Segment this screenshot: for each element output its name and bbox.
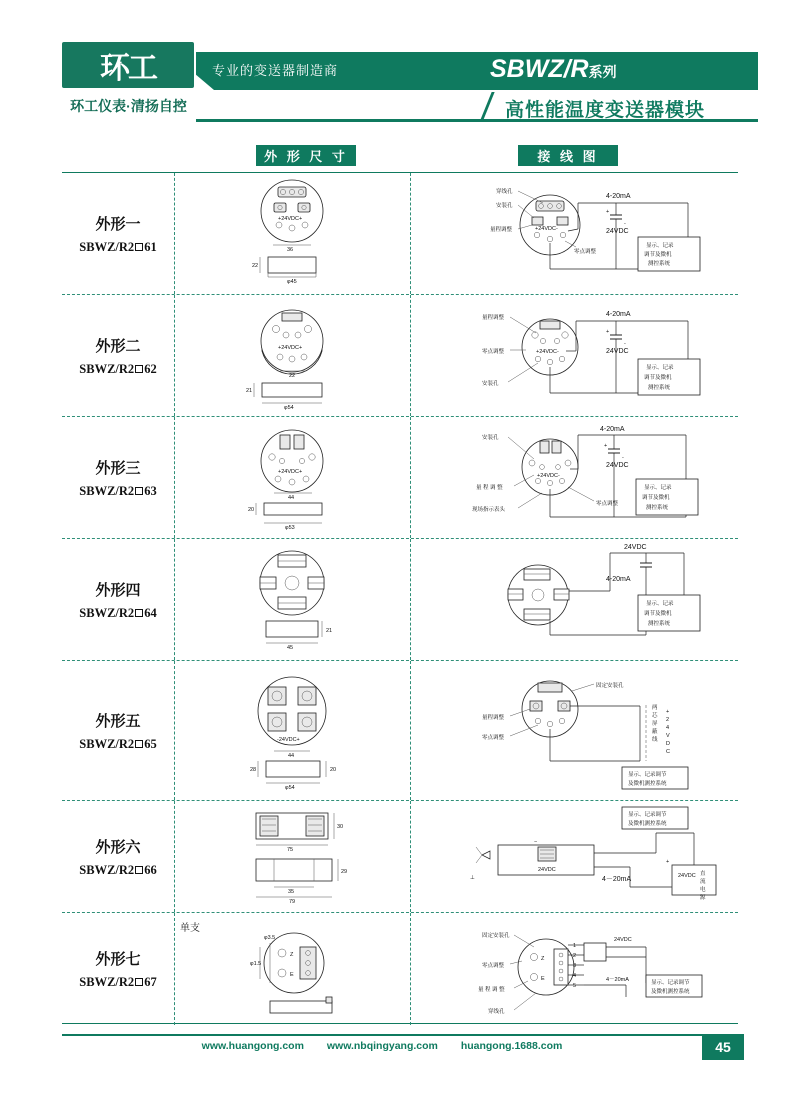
svg-text:量程调整: 量程调整 xyxy=(482,715,505,721)
svg-text:+: + xyxy=(606,329,610,335)
svg-text:线: 线 xyxy=(652,737,658,743)
svg-text:Z: Z xyxy=(541,956,545,962)
svg-text:79: 79 xyxy=(289,899,296,905)
dimension-drawing xyxy=(174,539,410,660)
svg-text:E: E xyxy=(541,976,545,982)
svg-text:显示、记录调节: 显示、记录调节 xyxy=(651,980,690,986)
svg-text:测控系统: 测控系统 xyxy=(648,261,671,267)
svg-text:20: 20 xyxy=(330,767,337,773)
svg-text:零点调整: 零点调整 xyxy=(596,501,619,507)
svg-text:电: 电 xyxy=(700,887,706,893)
svg-text:固定安装孔: 固定安装孔 xyxy=(596,683,624,689)
svg-text:φ54: φ54 xyxy=(285,785,295,791)
svg-text:24VDC: 24VDC xyxy=(606,462,629,469)
wiring-diagram xyxy=(410,661,738,800)
table-row xyxy=(62,295,738,417)
svg-text:显示、记录调节: 显示、记录调节 xyxy=(628,812,667,818)
svg-text:4: 4 xyxy=(666,725,670,731)
page-header xyxy=(0,0,800,128)
svg-text:现场指示表头: 现场指示表头 xyxy=(472,507,506,513)
svg-text:24VDC: 24VDC xyxy=(606,228,629,235)
svg-text:调节及微机: 调节及微机 xyxy=(644,611,672,617)
svg-text:调节及微机: 调节及微机 xyxy=(644,252,672,258)
svg-text:穿线孔: 穿线孔 xyxy=(496,189,513,195)
column-title-dimensions: 外 形 尺 寸 xyxy=(256,145,356,166)
svg-text:21: 21 xyxy=(246,388,253,394)
svg-text:+24VDC-: +24VDC- xyxy=(536,349,559,355)
svg-text:量程调整: 量程调整 xyxy=(490,227,513,233)
svg-text:穿线孔: 穿线孔 xyxy=(488,1009,505,1015)
svg-text:及微机测控系统: 及微机测控系统 xyxy=(628,781,667,787)
svg-text:源: 源 xyxy=(700,895,706,901)
svg-text:零点调整: 零点调整 xyxy=(482,963,505,969)
page-title: 高性能温度变送器模块 xyxy=(505,100,706,121)
svg-text:零点调整: 零点调整 xyxy=(482,349,505,355)
dimension-drawing xyxy=(174,173,410,294)
svg-text:24VDC: 24VDC xyxy=(624,544,647,551)
row-label-cn: 外形五 xyxy=(95,712,141,730)
svg-text:φ1.5: φ1.5 xyxy=(250,961,262,967)
row-label-model: SBWZ/R2 65 xyxy=(79,736,157,751)
svg-text:蔽: 蔽 xyxy=(652,729,658,735)
svg-text:29: 29 xyxy=(341,869,348,875)
row-label xyxy=(62,417,174,538)
svg-text:−: − xyxy=(534,839,538,845)
svg-text:+: + xyxy=(604,443,608,449)
table-row xyxy=(62,539,738,661)
svg-text:及微机测控系统: 及微机测控系统 xyxy=(628,821,667,827)
table-row xyxy=(62,801,738,913)
dimension-drawing xyxy=(174,295,410,416)
svg-text:两: 两 xyxy=(652,705,658,711)
svg-text:调节及微机: 调节及微机 xyxy=(644,375,672,381)
svg-text:V: V xyxy=(666,733,670,739)
page-number: 45 xyxy=(702,1034,744,1060)
svg-text:安装孔: 安装孔 xyxy=(496,203,513,209)
svg-text:φ54: φ54 xyxy=(284,405,294,411)
svg-text:4-20mA: 4-20mA xyxy=(606,193,631,200)
row-label-model: SBWZ/R2 67 xyxy=(79,975,157,989)
svg-text:28: 28 xyxy=(250,767,257,773)
wiring-diagram xyxy=(410,417,738,538)
footer-link-1[interactable]: www.huangong.com xyxy=(201,1040,304,1052)
svg-text:显示、记录: 显示、记录 xyxy=(644,485,672,491)
svg-text:Z: Z xyxy=(290,952,294,958)
row-label-cn: 外形六 xyxy=(95,838,141,856)
row-label-cn: 外形三 xyxy=(95,459,141,477)
svg-text:量程调整: 量程调整 xyxy=(482,315,505,321)
svg-text:量 程 调 整: 量 程 调 整 xyxy=(478,987,505,993)
dimension-drawing xyxy=(174,801,410,912)
table-row xyxy=(62,661,738,801)
row-label-model: SBWZ/R2 63 xyxy=(79,483,157,498)
svg-text:36: 36 xyxy=(287,247,294,253)
row-label xyxy=(62,539,174,660)
svg-text:30: 30 xyxy=(337,824,344,830)
row-label xyxy=(62,295,174,416)
svg-text:24VDC: 24VDC xyxy=(614,937,632,943)
svg-text:24VDC: 24VDC xyxy=(678,873,696,879)
footer-divider xyxy=(62,1034,738,1036)
row-label-cn: 外形二 xyxy=(95,337,141,355)
footer-link-3[interactable]: huangong.1688.com xyxy=(460,1040,563,1052)
svg-text:+24VDC-: +24VDC- xyxy=(537,473,560,479)
svg-text:45: 45 xyxy=(287,645,294,651)
row-label-model: SBWZ/R2 64 xyxy=(79,605,157,620)
wiring-diagram xyxy=(410,539,738,660)
footer-links xyxy=(62,1040,702,1052)
svg-text:+24VDC+: +24VDC+ xyxy=(278,216,303,222)
svg-text:D: D xyxy=(666,741,670,747)
company-logo xyxy=(62,42,194,88)
svg-text:2: 2 xyxy=(573,953,577,959)
table-row xyxy=(62,913,738,1025)
wiring-diagram xyxy=(410,295,738,416)
svg-text:E: E xyxy=(290,972,294,978)
svg-text:显示、记录: 显示、记录 xyxy=(646,365,674,371)
svg-text:固定安装孔: 固定安装孔 xyxy=(482,933,510,939)
svg-text:C: C xyxy=(666,749,670,755)
series-code: SBWZ/R xyxy=(490,55,589,83)
wiring-diagram xyxy=(410,801,738,912)
svg-text:φ53: φ53 xyxy=(285,525,295,531)
logo-text: 环工 xyxy=(100,51,156,86)
svg-text:测控系统: 测控系统 xyxy=(648,621,671,627)
company-name: 环工仪表·清扬自控 xyxy=(70,98,187,114)
svg-text:44: 44 xyxy=(288,753,295,759)
svg-text:22: 22 xyxy=(289,373,296,379)
svg-text:20: 20 xyxy=(248,507,255,513)
footer-link-2[interactable]: www.nbqingyang.com xyxy=(326,1040,438,1052)
svg-text:测控系统: 测控系统 xyxy=(648,385,671,391)
svg-text:35: 35 xyxy=(288,889,295,895)
svg-text:屏: 屏 xyxy=(652,721,658,727)
row-label-cn: 外形七 xyxy=(95,951,141,968)
svg-text:显示、记录调节: 显示、记录调节 xyxy=(628,772,667,778)
svg-text:21: 21 xyxy=(326,628,333,634)
svg-text:1: 1 xyxy=(573,943,577,949)
row-label-model: SBWZ/R2 62 xyxy=(79,361,157,376)
svg-text:安装孔: 安装孔 xyxy=(482,435,499,441)
svg-text:-24VDC+: -24VDC+ xyxy=(277,737,300,743)
svg-text:4-20mA: 4-20mA xyxy=(606,576,631,583)
svg-text:调节及微机: 调节及微机 xyxy=(642,495,670,501)
row-label-model: SBWZ/R2 66 xyxy=(79,862,157,877)
svg-text:4: 4 xyxy=(573,973,577,979)
svg-text:+24VDC+: +24VDC+ xyxy=(278,345,303,351)
svg-text:75: 75 xyxy=(287,847,294,853)
table-row xyxy=(62,417,738,539)
row-label xyxy=(62,913,174,1025)
header-slogan: 专业的变送器制造商 xyxy=(212,63,339,78)
svg-text:量 程 调 整: 量 程 调 整 xyxy=(476,485,503,491)
dimension-drawing xyxy=(174,661,410,800)
svg-text:φ45: φ45 xyxy=(287,279,297,285)
svg-text:24VDC: 24VDC xyxy=(538,867,556,873)
svg-text:芯: 芯 xyxy=(652,713,658,719)
row-label-cn: 外形四 xyxy=(95,581,141,599)
svg-text:4－20mA: 4－20mA xyxy=(606,977,629,983)
svg-text:安装孔: 安装孔 xyxy=(482,381,499,387)
svg-text:4-20mA: 4-20mA xyxy=(606,311,631,318)
svg-text:4-20mA: 4-20mA xyxy=(600,426,625,433)
svg-text:-: - xyxy=(624,221,626,227)
svg-text:4－20mA: 4－20mA xyxy=(602,876,632,883)
svg-text:显示、记录: 显示、记录 xyxy=(646,243,674,249)
table-row xyxy=(62,173,738,295)
svg-text:44: 44 xyxy=(288,495,295,501)
row-label xyxy=(62,173,174,294)
column-title-wiring: 接 线 图 xyxy=(518,145,618,166)
svg-text:24VDC: 24VDC xyxy=(606,348,629,355)
wiring-diagram xyxy=(410,913,738,1025)
row-label-model: SBWZ/R2 61 xyxy=(79,239,157,254)
svg-text:5: 5 xyxy=(573,983,577,989)
svg-text:及微机测控系统: 及微机测控系统 xyxy=(651,989,690,995)
row-label-cn: 外形一 xyxy=(95,215,141,233)
svg-text:+24VDC+: +24VDC+ xyxy=(278,469,303,475)
header-series xyxy=(490,55,758,84)
svg-text:零点调整: 零点调整 xyxy=(574,249,597,255)
svg-text:显示、记录: 显示、记录 xyxy=(646,601,674,607)
svg-text:φ3.5: φ3.5 xyxy=(264,935,276,941)
svg-text:+: + xyxy=(666,859,670,865)
svg-text:零点调整: 零点调整 xyxy=(482,735,505,741)
wiring-diagram xyxy=(410,173,738,294)
dimension-drawing xyxy=(174,913,410,1025)
dimension-drawing xyxy=(174,417,410,538)
svg-text:⊥: ⊥ xyxy=(470,875,475,881)
svg-text:流: 流 xyxy=(700,879,706,885)
svg-text:测控系统: 测控系统 xyxy=(646,505,669,511)
svg-text:+: + xyxy=(606,209,610,215)
svg-text:直: 直 xyxy=(700,871,706,877)
svg-text:22: 22 xyxy=(252,263,259,269)
svg-text:3: 3 xyxy=(573,963,577,969)
svg-text:2: 2 xyxy=(666,717,670,723)
product-table xyxy=(62,172,738,1024)
row-label xyxy=(62,661,174,800)
dimension-note: 单支 xyxy=(180,923,200,934)
svg-text:+24VDC-: +24VDC- xyxy=(535,226,558,232)
svg-text:-: - xyxy=(622,455,624,461)
series-suffix: 系列 xyxy=(588,64,617,80)
svg-text:-: - xyxy=(624,341,626,347)
svg-text:+: + xyxy=(666,709,670,715)
row-label xyxy=(62,801,174,912)
